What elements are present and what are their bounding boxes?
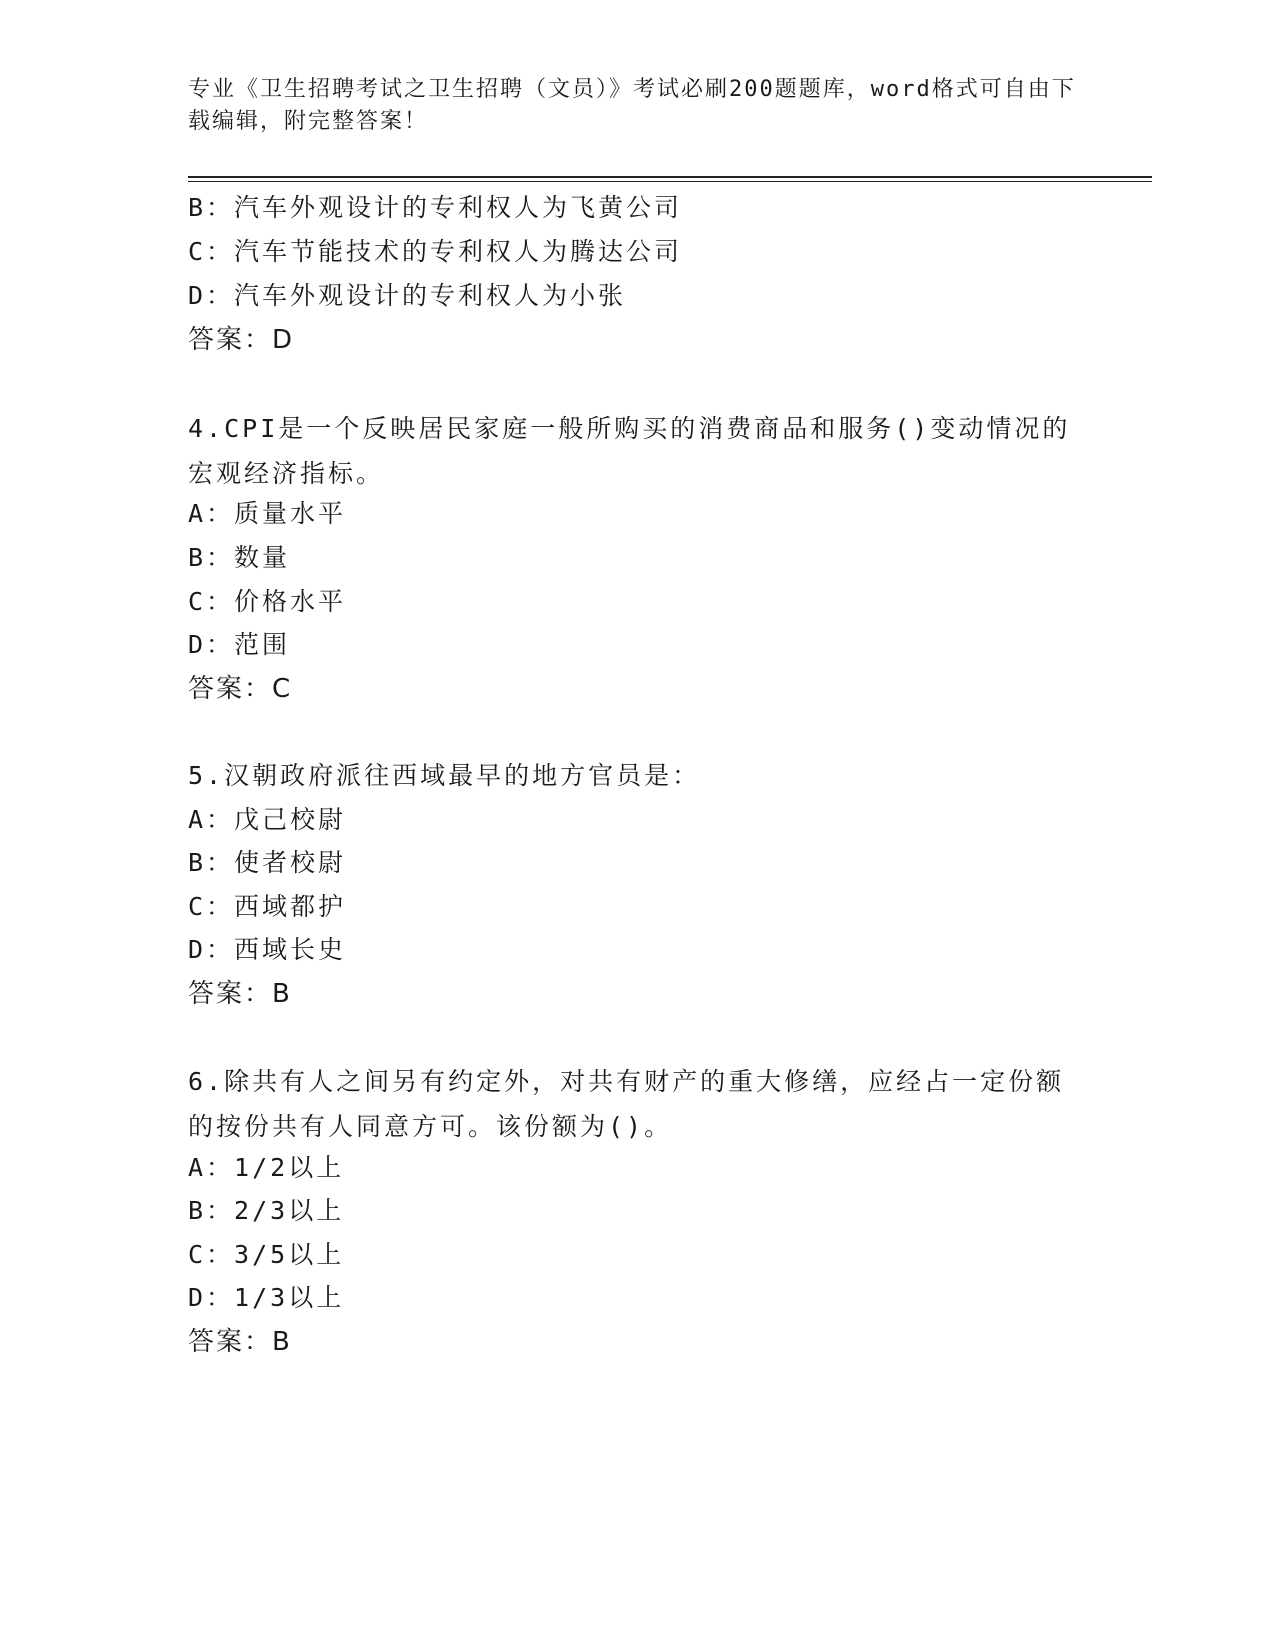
option-c: C：西域都护 bbox=[188, 892, 347, 921]
option-c: C：汽车节能技术的专利权人为腾达公司 bbox=[188, 237, 683, 266]
header-divider-thick bbox=[188, 176, 1152, 178]
option-a: A：1/2以上 bbox=[188, 1153, 345, 1182]
answer-label: 答案：B bbox=[188, 1327, 292, 1357]
option-a: A：戊己校尉 bbox=[188, 805, 347, 834]
question-stem: 6.除共有人之间另有约定外，对共有财产的重大修缮，应经占一定份额的按份共有人同意方可。该份额为()。 bbox=[188, 1067, 1065, 1141]
header-divider-thin bbox=[188, 181, 1152, 182]
answer-label: 答案：D bbox=[188, 325, 295, 355]
answer-label: 答案：C bbox=[188, 674, 293, 704]
answer-label: 答案：B bbox=[188, 979, 292, 1009]
option-c: C：3/5以上 bbox=[188, 1240, 345, 1269]
option-b: B：汽车外观设计的专利权人为飞黄公司 bbox=[188, 193, 683, 222]
question-stem: 4.CPI是一个反映居民家庭一般所购买的消费商品和服务()变动情况的宏观经济指标。 bbox=[188, 414, 1071, 488]
option-d: D：1/3以上 bbox=[188, 1283, 345, 1312]
option-b: B：使者校尉 bbox=[188, 848, 347, 877]
document-header: 专业《卫生招聘考试之卫生招聘（文员）》考试必刷200题题库，word格式可自由下载编辑，附完整答案！ bbox=[188, 77, 1076, 134]
option-d: D：西域长史 bbox=[188, 935, 347, 964]
option-d: D：汽车外观设计的专利权人为小张 bbox=[188, 281, 627, 310]
option-d: D：范围 bbox=[188, 630, 291, 659]
option-b: B：数量 bbox=[188, 543, 291, 572]
option-a: A：质量水平 bbox=[188, 499, 347, 528]
question-stem: 5.汉朝政府派往西域最早的地方官员是： bbox=[188, 761, 701, 790]
option-c: C：价格水平 bbox=[188, 587, 347, 616]
option-b: B：2/3以上 bbox=[188, 1196, 345, 1225]
